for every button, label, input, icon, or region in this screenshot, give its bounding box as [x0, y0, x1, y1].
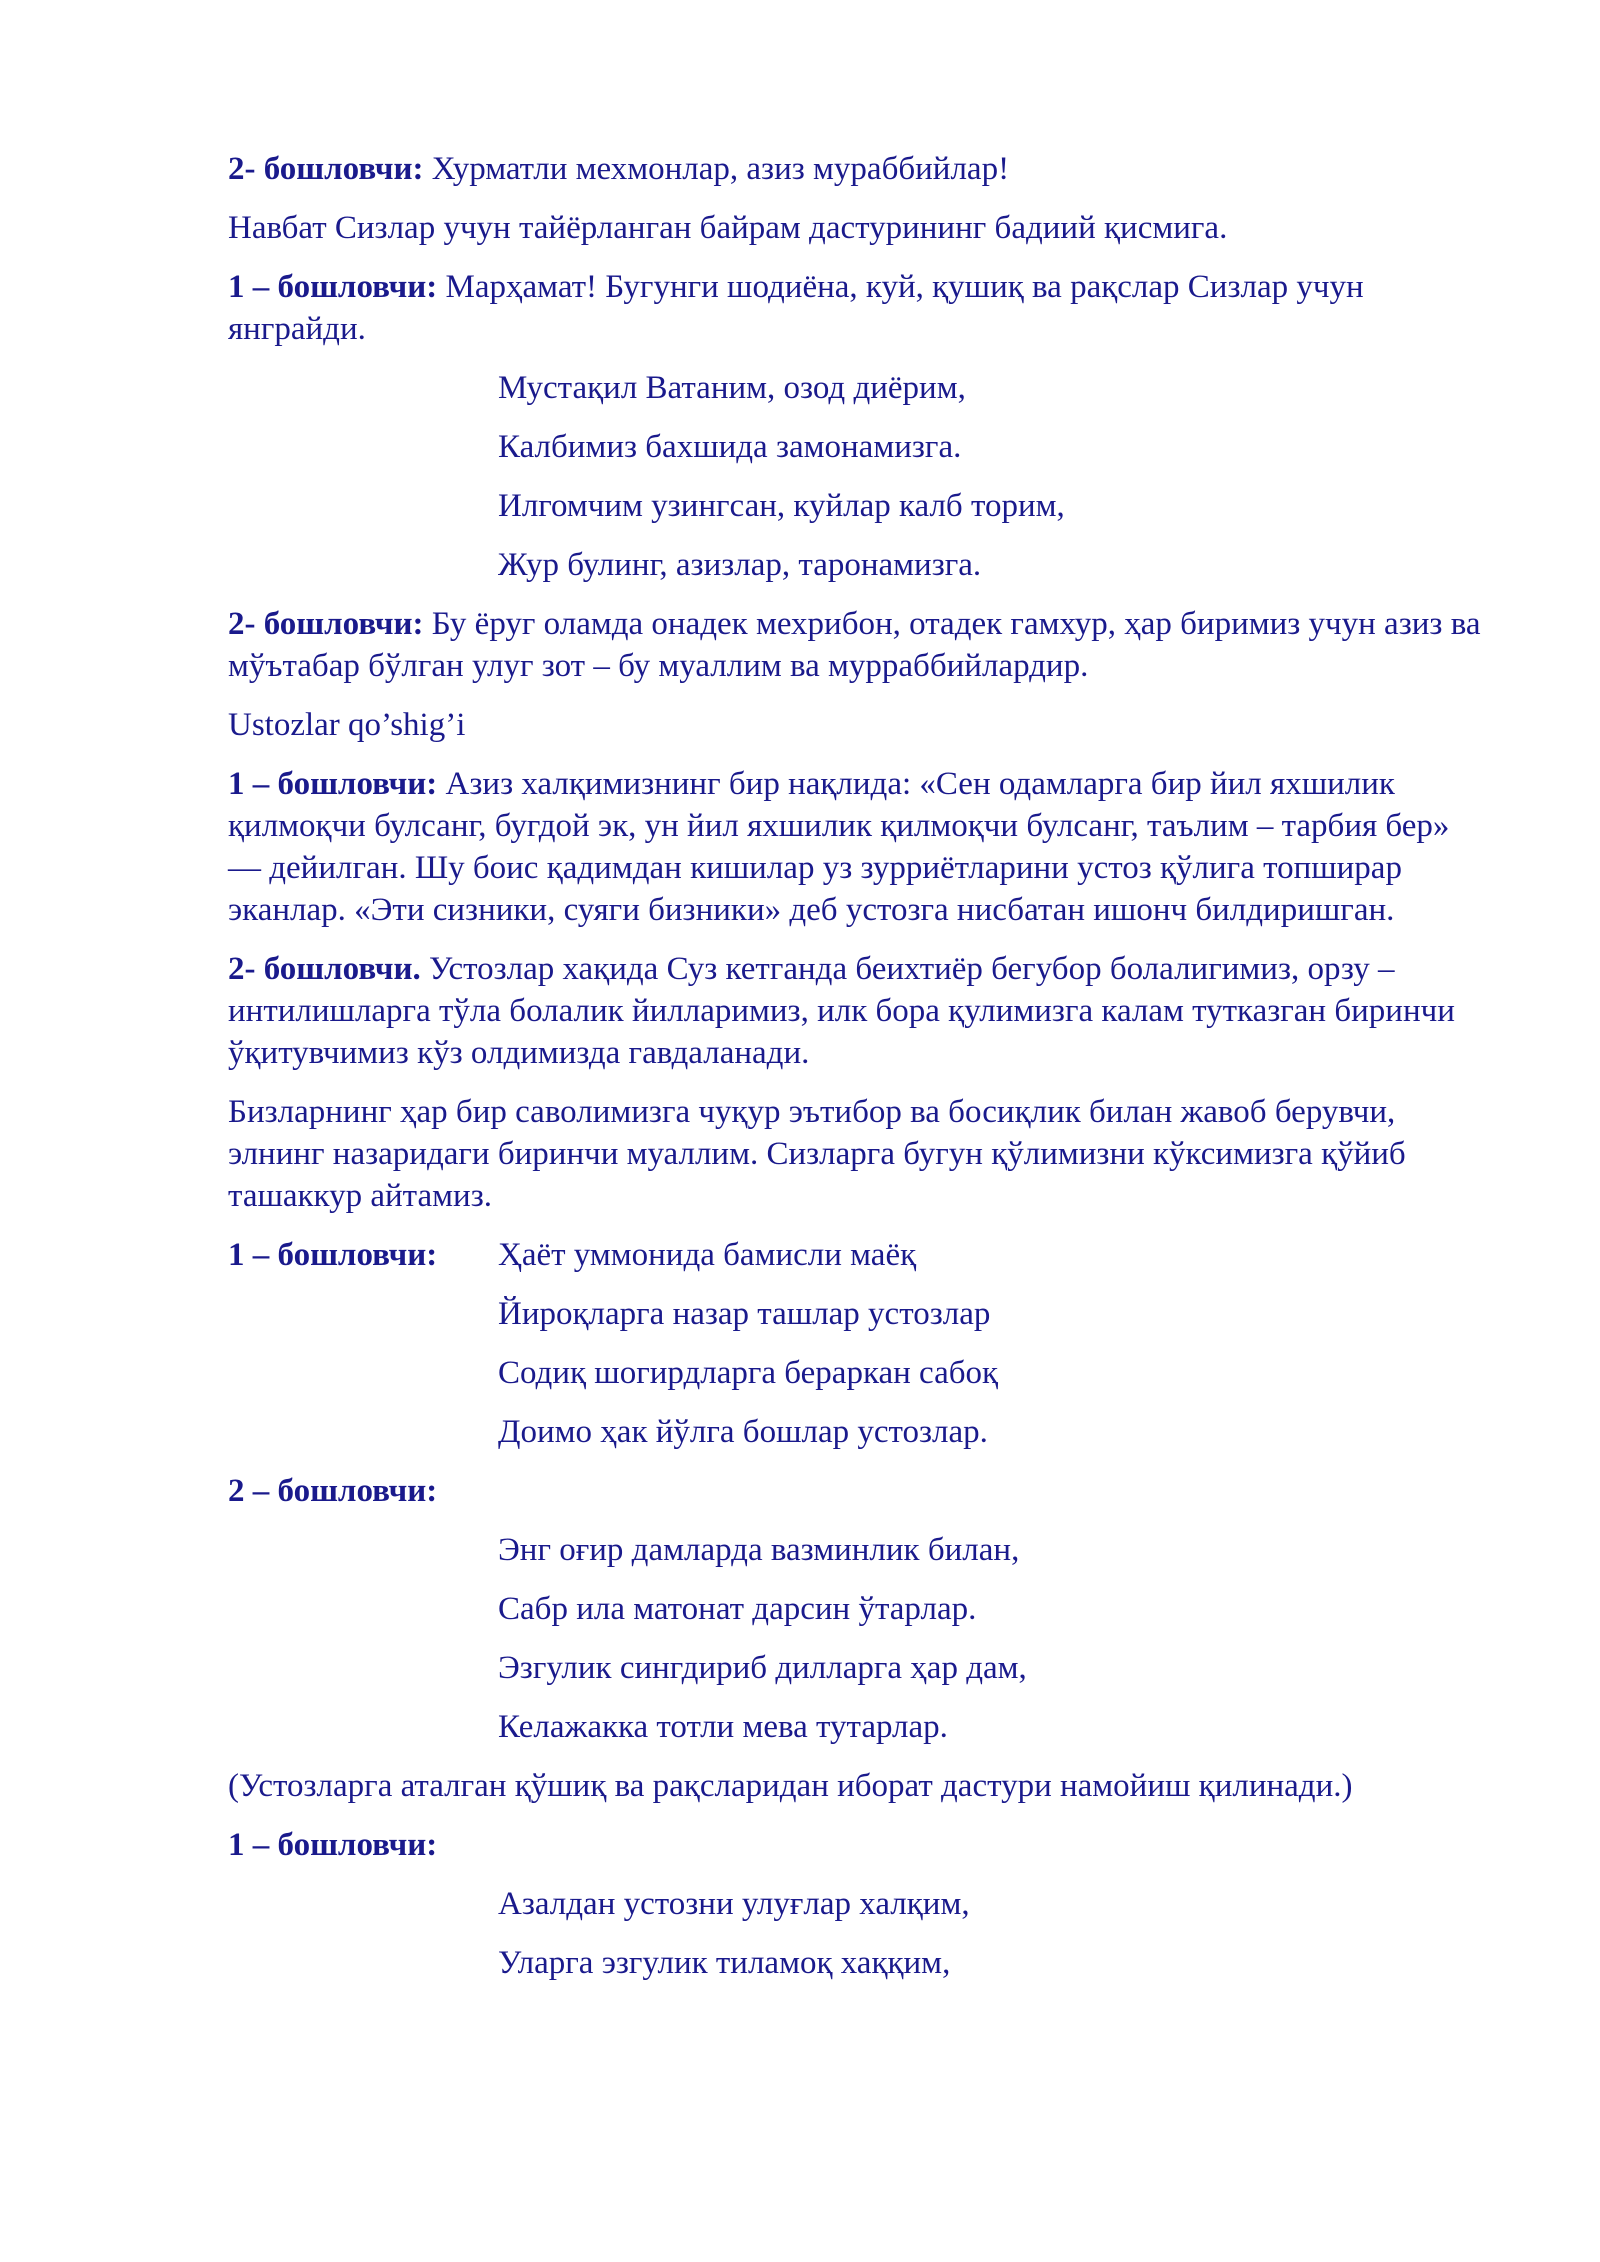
verse-line: Сабр ила матонат дарсин ўтарлар.: [498, 1591, 977, 1627]
paragraph-text: Ustozlar qo’shig’i: [228, 707, 466, 743]
paragraph-text: Азиз халқимизнинг бир нақлида: «Сен одамларга бир йил яхшилик қилмоқчи булсанг, бугдой эк, ун йил яхшилик қилмоқчи булсанг, таълим – тарбия бер» — дейилган. Шу боис қадимдан кишилар уз зурриётларини устоз қўлига топширар эканлар. «Эти сизники, суяги бизники» деб устозга нисбатан ишонч билдиришган.: [228, 766, 1450, 928]
paragraph-stage-note: [228, 1765, 1488, 1807]
paragraph-text: Хурматли мехмонлар, азиз мураббийлар!: [423, 151, 1010, 187]
paragraph-childhood: [228, 948, 1488, 1074]
verse-block-4: [228, 1883, 1488, 1984]
paragraph-gratitude: [228, 1091, 1488, 1217]
paragraph-teachers-intro: [228, 603, 1488, 687]
verse-line: Доимо ҳак йўлга бошлар устозлар.: [498, 1414, 988, 1450]
document-page: [228, 148, 1488, 2001]
speaker-label: 1 – бошловчи:: [228, 1237, 438, 1273]
speaker-label: 2- бошловчи:: [228, 151, 424, 187]
paragraph-text: Навбат Сизлар учун тайёрланган байрам дастурининг бадиий қисмига.: [228, 210, 1228, 246]
verse-line: Азалдан устозни улуғлар халқим,: [498, 1886, 970, 1922]
speaker-label: 1 – бошловчи:: [228, 766, 438, 802]
paragraph-song-title: [228, 704, 1488, 746]
verse-line: Калбимиз бахшида замонамизга.: [498, 429, 962, 465]
paragraph-welcome: [228, 266, 1488, 350]
verse-speaker-row: [228, 1234, 1488, 1276]
speaker-label: 2- бошловчи:: [228, 606, 424, 642]
paragraph-text: Марҳамат! Бугунги шодиёна, куй, қушиқ ва рақслар Сизлар учун янграйди.: [228, 269, 1364, 347]
speaker-label: 1 – бошловчи:: [228, 1827, 438, 1863]
verse-line: Ҳаёт уммонида бамисли маёқ: [498, 1237, 917, 1273]
speaker-label: 2 – бошловчи:: [228, 1473, 438, 1509]
paragraph-text: Устозлар хақида Суз кетганда беихтиёр бегубор болалигимиз, орзу – интилишларга тўла болалик йилларимиз, илк бора қулимизга калам тутказган биринчи ўқитувчимиз кўз олдимизда гавдаланади.: [228, 951, 1455, 1071]
verse-line: Эзгулик сингдириб дилларга ҳар дам,: [498, 1650, 1027, 1686]
verse-block-2: [228, 1293, 1488, 1453]
paragraph-text: Бизларнинг ҳар бир саволимизга чуқур эътибор ва босиқлик билан жавоб берувчи, элнинг назаридаги биринчи муаллим. Сизларга бугун қўлимизни кўксимизга қўйиб ташаккур айтамиз.: [228, 1094, 1406, 1214]
speaker-heading: [228, 1470, 1488, 1512]
verse-line: Йироқларга назар ташлар устозлар: [498, 1296, 991, 1332]
speaker-label: 2- бошловчи.: [228, 951, 421, 987]
verse-line: Мустақил Ватаним, озод диёрим,: [498, 370, 966, 406]
speaker-label: 1 – бошловчи:: [228, 269, 438, 305]
verse-block-3: [228, 1529, 1488, 1748]
verse-line: Жур булинг, азизлар, таронамизга.: [498, 547, 982, 583]
paragraph-proverb: [228, 763, 1488, 931]
verse-line: Илгомчим узингсан, куйлар калб торим,: [498, 488, 1065, 524]
verse-line: Энг оғир дамларда вазминлик билан,: [498, 1532, 1020, 1568]
paragraph-text: Бу ёруг оламда онадек мехрибон, отадек гамхур, ҳар биримиз учун азиз ва мўътабар бўлган улуг зот – бу муаллим ва мурраббийлардир.: [228, 606, 1481, 684]
paragraph-text: (Устозларга аталган қўшиқ ва рақсларидан иборат дастури намойиш қилинади.): [228, 1768, 1353, 1804]
verse-line: Содиқ шогирдларга бераркан сабоқ: [498, 1355, 999, 1391]
verse-block-1: [228, 367, 1488, 586]
verse-line: Келажакка тотли мева тутарлар.: [498, 1709, 948, 1745]
paragraph-announcement: [228, 207, 1488, 249]
speaker-heading: [228, 1824, 1488, 1866]
paragraph-greeting: [228, 148, 1488, 190]
verse-line: Уларга эзгулик тиламоқ хаққим,: [498, 1945, 951, 1981]
